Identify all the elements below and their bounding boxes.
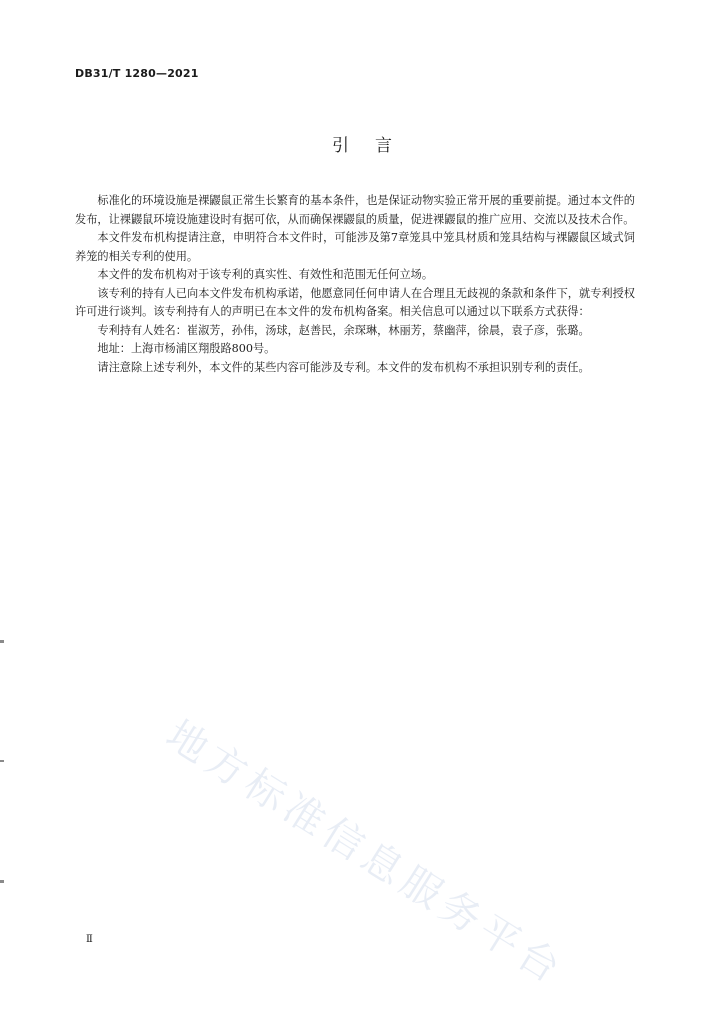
- paragraph: 标准化的环境设施是裸鼹鼠正常生长繁育的基本条件，也是保证动物实验正常开展的重要前提。通过本文件的发布，让裸鼹鼠环境设施建设时有据可依，从而确保裸鼹鼠的质量，促进裸鼹鼠的推广应用、交流以及技术合作。: [75, 194, 635, 226]
- paragraph: 本文件的发布机构对于该专利的真实性、有效性和范围无任何立场。: [97, 268, 434, 281]
- watermark-text: 地方标准信息服务平台: [157, 711, 573, 995]
- paragraph: 专利持有人姓名：崔淑芳，孙伟，汤球，赵善民，余琛琳，林丽芳，蔡幽萍，徐晨，袁子彦，张璐。: [97, 323, 590, 337]
- paragraph: 请注意除上述专利外，本文件的某些内容可能涉及专利。本文件的发布机构不承担识别专利的责任。: [97, 360, 590, 374]
- scan-edge-mark: [0, 640, 4, 643]
- scan-edge-mark: [0, 760, 4, 762]
- document-number: DB31/T 1280—2021: [75, 67, 199, 80]
- section-title: 引言: [332, 136, 418, 156]
- page-number: Ⅱ: [86, 934, 93, 945]
- paragraph: 本文件发布机构提请注意，申明符合本文件时，可能涉及第7章笼具中笼具材质和笼具结构与裸鼹鼠区域式饲养笼的相关专利的使用。: [75, 231, 635, 263]
- scan-edge-mark: [0, 880, 4, 883]
- paragraph: 地址：上海市杨浦区翔殷路800号。: [97, 342, 276, 355]
- introduction-body: [75, 192, 635, 377]
- paragraph: 该专利的持有人已向本文件发布机构承诺，他愿意同任何申请人在合理且无歧视的条款和条件下，就专利授权许可进行谈判。该专利持有人的声明已在本文件的发布机构备案。相关信息可以通过以下联系方式获得：: [75, 286, 635, 318]
